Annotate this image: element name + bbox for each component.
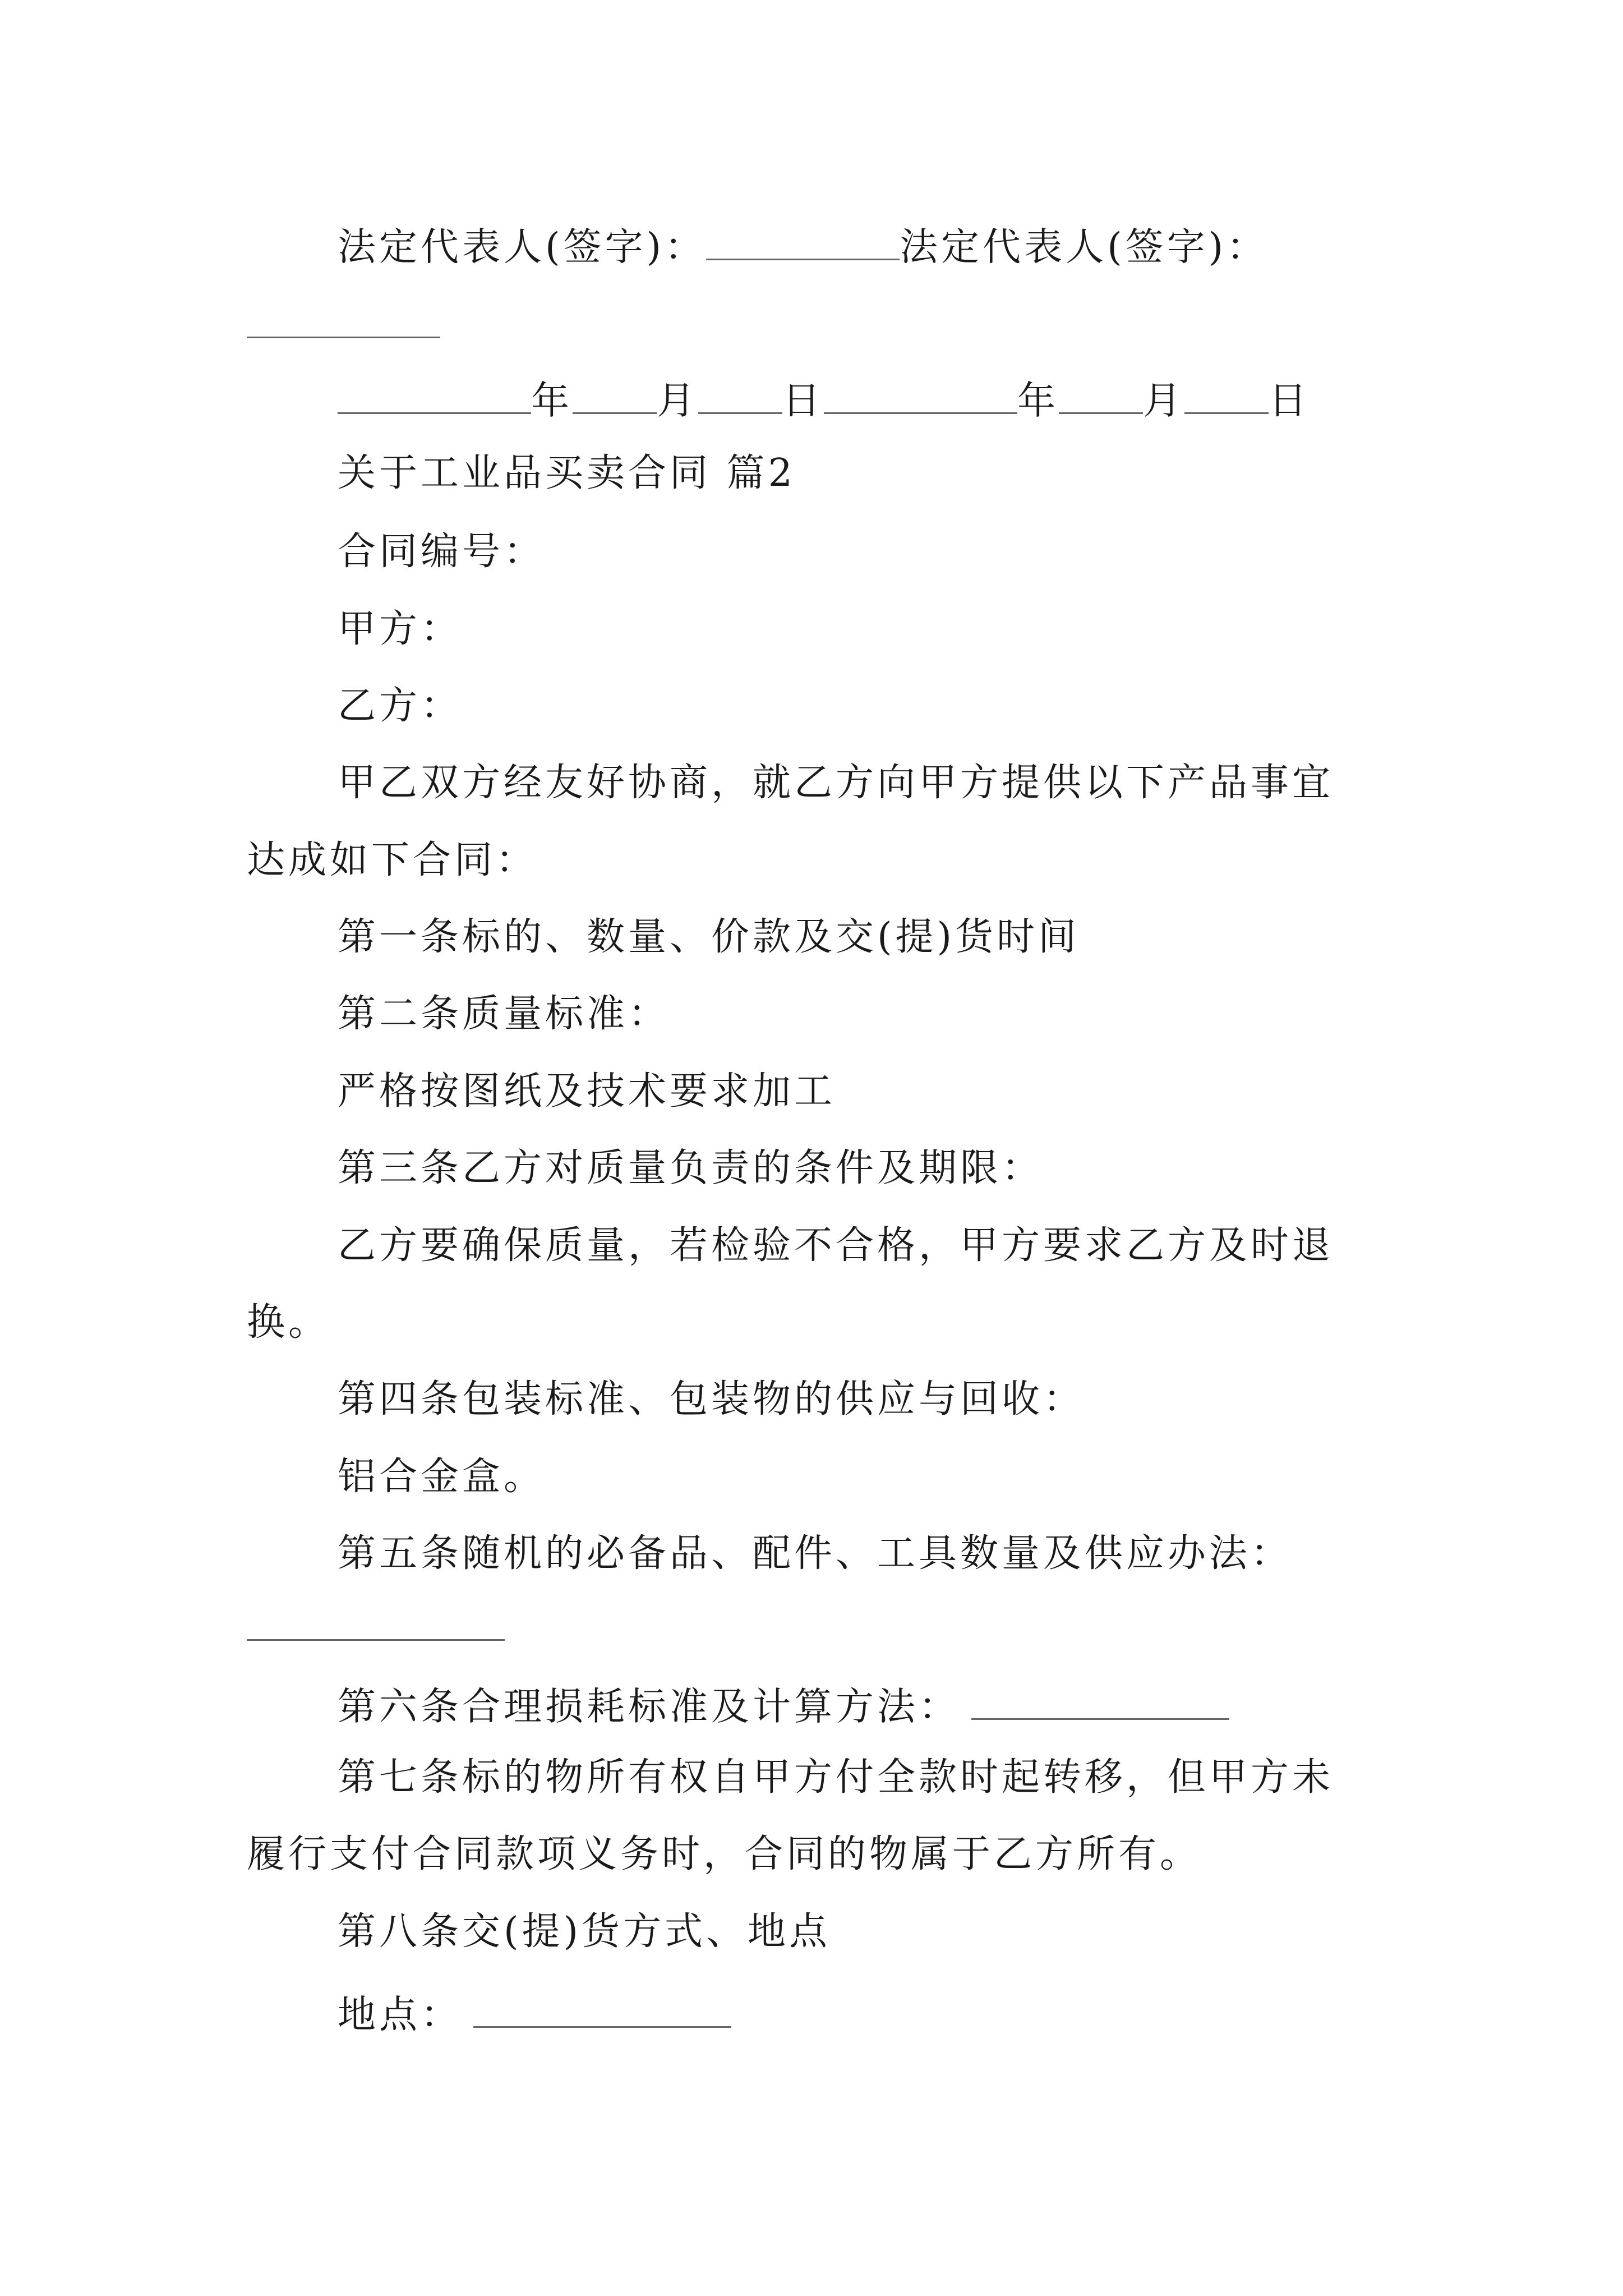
- intro-line-2: 达成如下合同：: [247, 838, 538, 882]
- clause-7-line-2: 履行支付合同款项义务时，合同的物属于乙方所有。: [247, 1832, 1202, 1876]
- clause-1-heading: 第一条标的、数量、价款及交(提)货时间: [338, 915, 1080, 959]
- signature-row: [338, 222, 1269, 270]
- legal-rep-signature-blank-left[interactable]: [706, 222, 900, 260]
- date-left-day-label: 日: [782, 379, 824, 424]
- date-row: [338, 376, 1311, 424]
- clause-4-body: 铝合金盒。: [338, 1455, 546, 1499]
- legal-rep-signature-blank-right[interactable]: [247, 337, 440, 338]
- clause-7-line-1: 第七条标的物所有权自甲方付全款时起转移，但甲方未: [338, 1755, 1334, 1800]
- date-right-day-blank[interactable]: [1184, 376, 1269, 414]
- clause-8-place-row: [338, 1990, 731, 2035]
- date-right-year-label: 年: [1017, 379, 1059, 424]
- clause-6-row: [338, 1682, 1229, 1727]
- clause-2-heading: 第二条质量标准：: [338, 992, 670, 1036]
- clause-5-heading: 第五条随机的必备品、配件、工具数量及供应办法：: [338, 1531, 1293, 1576]
- legal-rep-signature-label-right: 法定代表人(签字)：: [900, 225, 1269, 270]
- date-left-month-label: 月: [657, 379, 699, 424]
- clause-6-blank[interactable]: [971, 1682, 1229, 1720]
- party-b-label: 乙方：: [338, 684, 463, 728]
- clause-3-heading: 第三条乙方对质量负责的条件及期限：: [338, 1146, 1044, 1190]
- date-right-day-label: 日: [1269, 379, 1311, 424]
- clause-4-heading: 第四条包装标准、包装物的供应与回收：: [338, 1377, 1085, 1421]
- date-right-year-blank[interactable]: [824, 376, 1017, 414]
- date-left-year-blank[interactable]: [338, 376, 531, 414]
- legal-rep-signature-label-left: 法定代表人(签字)：: [338, 225, 707, 270]
- clause-8-place-label: 地点：: [338, 1993, 463, 2037]
- date-right-month-blank[interactable]: [1059, 376, 1143, 414]
- clause-6-heading: 第六条合理损耗标准及计算方法：: [338, 1685, 961, 1729]
- date-left-day-blank[interactable]: [698, 376, 782, 414]
- contract-number-label: 合同编号：: [338, 530, 546, 574]
- date-left-year-label: 年: [531, 379, 573, 424]
- intro-line-1: 甲乙双方经友好协商，就乙方向甲方提供以下产品事宜: [338, 761, 1334, 805]
- date-left-month-blank[interactable]: [573, 376, 657, 414]
- clause-8-place-blank[interactable]: [473, 1990, 731, 2028]
- party-a-label: 甲方：: [338, 607, 463, 651]
- clause-8-heading: 第八条交(提)货方式、地点: [338, 1910, 831, 1954]
- section-title: 关于工业品买卖合同 篇2: [338, 451, 796, 495]
- clause-5-blank[interactable]: [247, 1639, 505, 1641]
- date-right-month-label: 月: [1143, 379, 1185, 424]
- clause-2-body: 严格按图纸及技术要求加工: [338, 1069, 836, 1114]
- clause-3-body-line-2: 换。: [247, 1300, 330, 1345]
- clause-3-body-line-1: 乙方要确保质量，若检验不合格，甲方要求乙方及时退: [338, 1223, 1334, 1268]
